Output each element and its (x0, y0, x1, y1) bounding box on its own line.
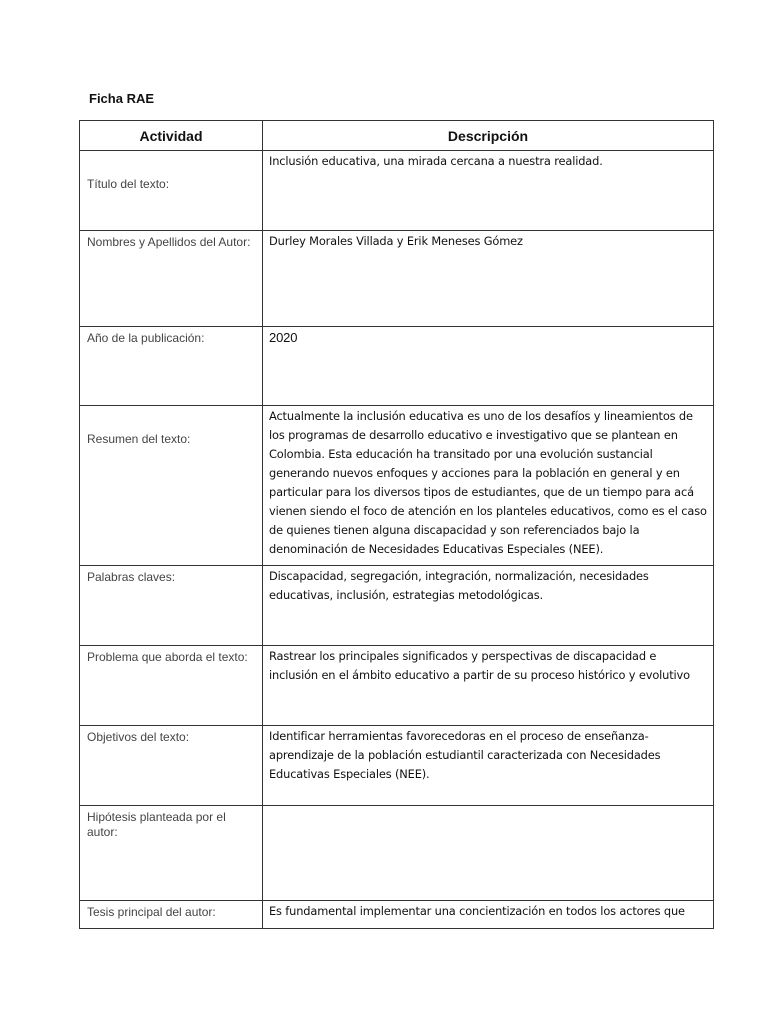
row-label-cell (80, 646, 263, 726)
row-value: Durley Morales Villada y Erik Meneses Gómez (269, 234, 523, 248)
table-row (80, 901, 714, 929)
header-description: Descripción (263, 121, 714, 151)
row-value: Inclusión educativa, una mirada cercana a nuestra realidad. (269, 154, 603, 168)
row-value: 2020 (269, 330, 298, 345)
row-label: Año de la publicación: (87, 331, 205, 345)
row-label-cell (80, 151, 263, 231)
row-value-cell (263, 406, 714, 566)
row-label: Tesis principal del autor: (87, 905, 216, 919)
row-value-cell (263, 646, 714, 726)
table-row (80, 406, 714, 566)
row-value (263, 806, 713, 807)
row-value: Actualmente la inclusión educativa es uno de los desafíos y lineamientos de los programas de desarrollo educativo e investigativo que se plantean en Colombia. Esta educación ha transitado por una evolución sustancial generando nuevos enfoques y acciones para la población en general y en particular para los diversos tipos de estudiantes, que de un tiempo para acá vienen siendo el foco de atención en los planteles educativos, como es el caso de quienes tienen alguna discapacidad y son referenciados bajo la denominación de Necesidades Educativas Especiales (NEE). (269, 409, 707, 556)
table-row (80, 151, 714, 231)
row-value-cell (263, 726, 714, 806)
row-label: Palabras claves: (87, 570, 176, 584)
row-value-cell (263, 566, 714, 646)
row-label: Problema que aborda el texto: (87, 650, 248, 664)
table-row (80, 726, 714, 806)
row-label-cell (80, 901, 263, 929)
row-label: Nombres y Apellidos del Autor: (87, 235, 251, 249)
header-activity: Actividad (80, 121, 263, 151)
table-row (80, 231, 714, 327)
row-label-cell (80, 406, 263, 566)
row-value: Discapacidad, segregación, integración, normalización, necesidades educativas, inclusión, estrategias metodológicas. (269, 569, 649, 602)
row-value: Identificar herramientas favorecedoras en el proceso de enseñanza-aprendizaje de la población estudiantil caracterizada con Necesidades Educativas Especiales (NEE). (269, 729, 661, 781)
table-row (80, 327, 714, 406)
row-value-cell (263, 806, 714, 901)
row-value-cell (263, 327, 714, 406)
table-row (80, 806, 714, 901)
row-label-cell (80, 806, 263, 901)
row-label-cell (80, 566, 263, 646)
table-row (80, 646, 714, 726)
row-value-cell (263, 151, 714, 231)
row-label: Hipótesis planteada por el autor: (87, 810, 226, 839)
row-label: Resumen del texto: (87, 432, 191, 446)
row-value-cell (263, 231, 714, 327)
document-title: Ficha RAE (89, 91, 155, 106)
row-label: Objetivos del texto: (87, 730, 190, 744)
row-label: Título del texto: (87, 177, 170, 191)
row-label-cell (80, 726, 263, 806)
rae-table (79, 120, 714, 929)
table-row (80, 566, 714, 646)
row-value-cell (263, 901, 714, 929)
row-label-cell (80, 231, 263, 327)
row-value: Rastrear los principales significados y perspectivas de discapacidad e inclusión en el ámbito educativo a partir de su proceso histórico y evolutivo (269, 649, 690, 682)
table-header-row (80, 121, 714, 151)
row-value: Es fundamental implementar una concientización en todos los actores que (269, 904, 685, 918)
row-label-cell (80, 327, 263, 406)
